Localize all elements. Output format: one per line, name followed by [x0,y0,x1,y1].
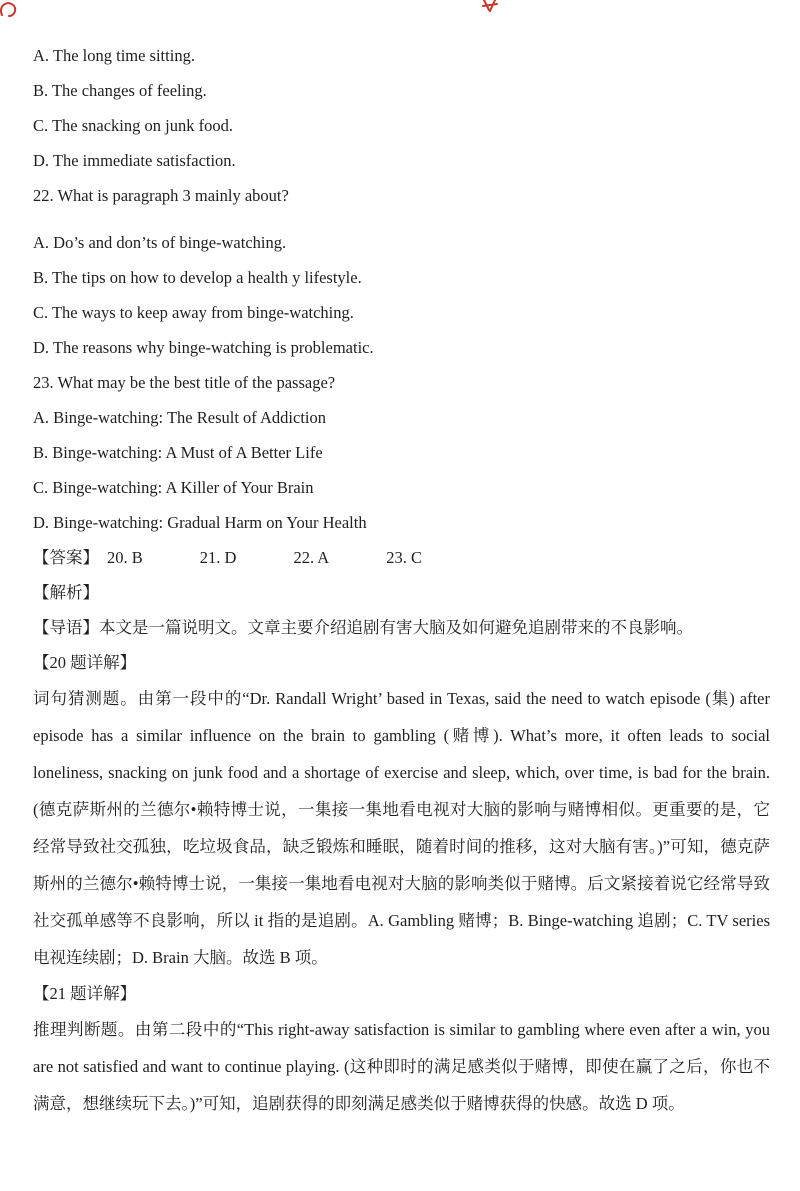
answer-q21: 21. D [199,548,237,567]
analysis-section-label: 【解析】 [33,583,99,602]
answer-q23: 23. C [386,548,422,567]
answer-key-line [33,540,770,575]
q23-option-d: D. Binge-watching: Gradual Harm on Your Health [33,513,367,532]
detail21-explanation: 推理判断题。由第二段中的“This right-away satisfaction is similar to gambling where even after a win, you are not satisfied and want to continue playing. (这种即时的满足感类似于赌博，即使在赢了之后，你也不满意，想继续玩下去。)”可知，追剧获得的即刻满足感类似于赌博获得的快感。故选 D 项。 [33,1020,770,1113]
q21-option-a: A. The long time sitting. [33,46,195,65]
answer-q20: 20. B [107,548,143,567]
q23-stem: 23. What may be the best title of the passage? [33,373,336,392]
q23-option-b: B. Binge-watching: A Must of A Better Life [33,443,323,462]
q23-option-a: A. Binge-watching: The Result of Addiction [33,408,326,427]
q22-option-a: A. Do’s and don’ts of binge-watching. [33,233,287,252]
q21-option-c: C. The snacking on junk food. [33,116,233,135]
detail20-heading: 【20 题详解】 [33,653,137,672]
detail21-heading: 【21 题详解】 [33,984,137,1003]
answer-key-label: 【答案】 [33,548,99,567]
red-pen-mark-left-icon [0,2,18,18]
q22-option-d: D. The reasons why binge-watching is problematic. [33,338,374,357]
q22-option-c: C. The ways to keep away from binge-watching. [33,303,354,322]
document-body [33,38,770,1122]
q21-option-b: B. The changes of feeling. [33,81,207,100]
q22-stem: 22. What is paragraph 3 mainly about? [33,186,289,205]
q21-option-d: D. The immediate satisfaction. [33,151,236,170]
q23-option-c: C. Binge-watching: A Killer of Your Brain [33,478,314,497]
detail20-explanation: 词句猜测题。由第一段中的“Dr. Randall Wright’ based in Texas, said the need to watch episode (集) after episode has a similar influence on the brain to gambling (赌博). What’s more, it often leads to social loneliness, snacking on junk food and a shortage of exercise and sleep, which, over time, is bad for the brain. (德克萨斯州的兰德尔•赖特博士说，一集接一集地看电视对大脑的影响与赌博相似。更重要的是，它经常导致社交孤独，吃垃圾食品，缺乏锻炼和睡眠，随着时间的推移，这对大脑有害。)”可知，德克萨斯州的兰德尔•赖特博士说，一集接一集地看电视对大脑的影响类似于赌博。后文紧接着说它经常导致社交孤单感等不良影响，所以 it 指的是追剧。A. Gambling 赌博；B. Binge-watching 追剧；C. TV series 电视连续剧；D. Brain 大脑。故选 B 项。 [33,689,770,967]
answer-q22: 22. A [293,548,330,567]
red-pen-mark-top-icon [482,0,498,12]
passage-intro: 【导语】本文是一篇说明文。文章主要介绍追剧有害大脑及如何避免追剧带来的不良影响。 [33,618,693,637]
q22-option-b: B. The tips on how to develop a health y lifestyle. [33,268,362,287]
